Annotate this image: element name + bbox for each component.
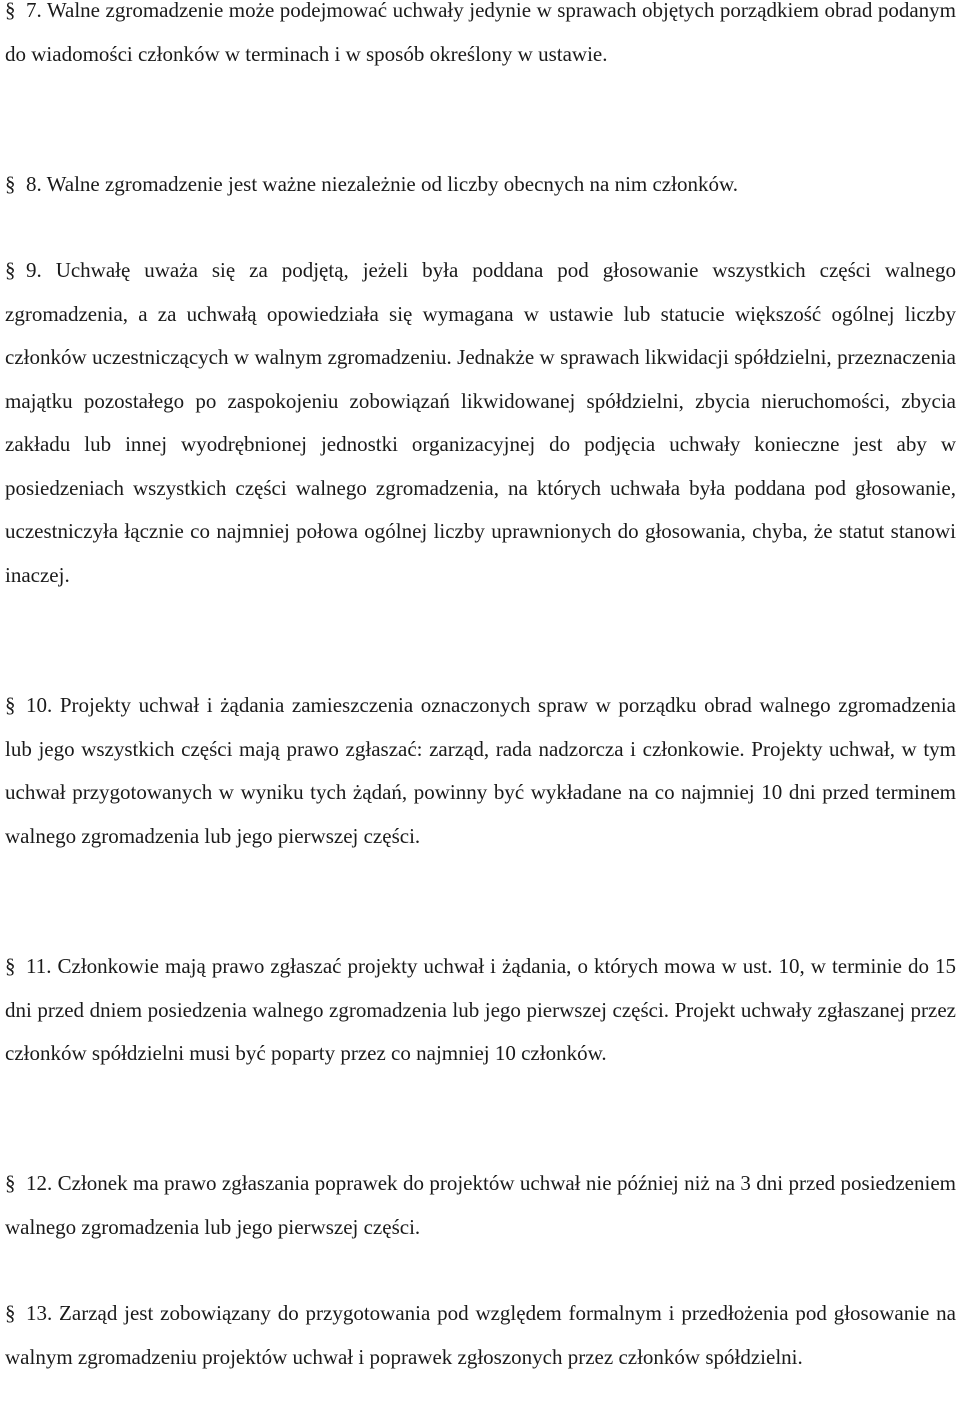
paragraph-text: 12. Członek ma prawo zgłaszania poprawek do projektów uchwał nie później niż na 3 dni przed posiedzeniem walnego zgromadzenia lub jego pierwszej części.: [5, 1171, 956, 1239]
section-sign: §: [5, 0, 16, 22]
paragraph-text: 11. Członkowie mają prawo zgłaszać projekty uchwał i żądania, o których mowa w ust. 10, w terminie do 15 dni przed dniem posiedzenia walnego zgromadzenia lub jego pierwszej części. Projekt uchwały zgłaszanej przez członków spółdzielni musi być poparty przez co najmniej 10 członków.: [5, 954, 956, 1065]
paragraph-11: [5, 945, 956, 1076]
paragraph-10: [5, 684, 956, 858]
paragraph-text: 10. Projekty uchwał i żądania zamieszczenia oznaczonych spraw w porządku obrad walnego zgromadzenia lub jego wszystkich części mają prawo zgłaszać: zarząd, rada nadzorcza i członkowie. Projekty uchwał, w tym uchwał przygotowanych w wyniku tych żądań, powinny być wykładane na co najmniej 10 dni przed terminem walnego zgromadzenia lub jego pierwszej części.: [5, 693, 956, 848]
paragraph-text: 8. Walne zgromadzenie jest ważne niezależnie od liczby obecnych na nim członków.: [26, 172, 739, 196]
paragraph-7: [5, 0, 956, 76]
paragraph-text: 13. Zarząd jest zobowiązany do przygotowania pod względem formalnym i przedłożenia pod głosowanie na walnym zgromadzeniu projektów uchwał i poprawek zgłoszonych przez członków spółdzielni.: [5, 1301, 956, 1369]
section-sign: §: [5, 693, 16, 717]
paragraph-13: [5, 1292, 956, 1379]
section-sign: §: [5, 1171, 16, 1195]
paragraph-8: [5, 163, 956, 207]
section-sign: §: [5, 954, 16, 978]
section-sign: §: [5, 1301, 16, 1325]
paragraph-text: 9. Uchwałę uważa się za podjętą, jeżeli była poddana pod głosowanie wszystkich części walnego zgromadzenia, a za uchwałą opowiedziała się wymagana w ustawie lub statucie większość ogólnej liczby członków uczestniczących w walnym zgromadzeniu. Jednakże w sprawach likwidacji spółdzielni, przeznaczenia majątku pozostałego po zaspokojeniu zobowiązań likwidowanej spółdzielni, zbycia nieruchomości, zbycia zakładu lub innej wyodrębnionej jednostki organizacyjnej do podjęcia uchwały konieczne jest aby w posiedzeniach wszystkich części walnego zgromadzenia, na których uchwała była poddana pod głosowanie, uczestniczyła łącznie co najmniej połowa ogólnej liczby uprawnionych do głosowania, chyba, że statut stanowi inaczej.: [5, 258, 956, 587]
paragraph-12: [5, 1162, 956, 1249]
paragraph-9: [5, 249, 956, 597]
section-sign: §: [5, 258, 16, 282]
paragraph-text: 7. Walne zgromadzenie może podejmować uchwały jedynie w sprawach objętych porządkiem obrad podanym do wiadomości członków w terminach i w sposób określony w ustawie.: [5, 0, 956, 66]
section-sign: §: [5, 172, 16, 196]
